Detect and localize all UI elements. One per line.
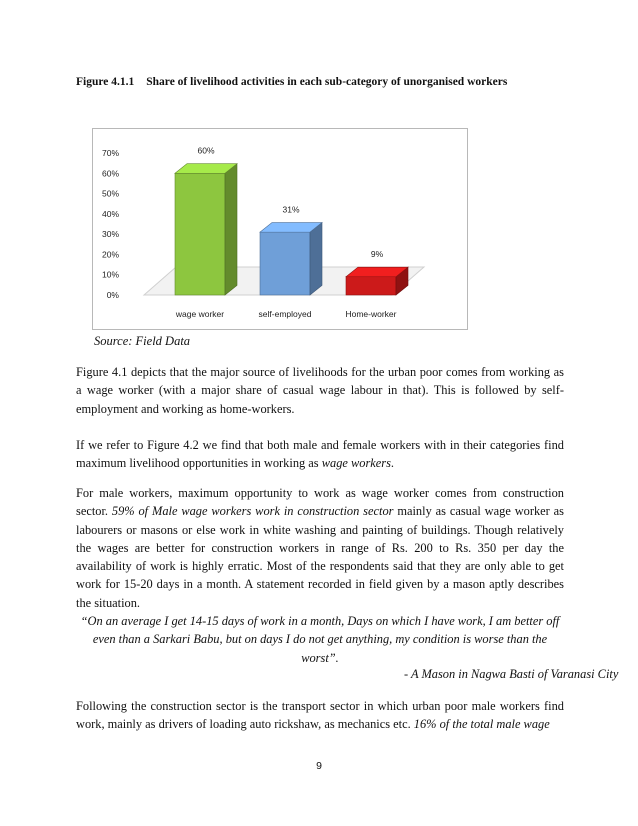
y-tick-label: 50% [101, 188, 119, 199]
paragraph-1: Figure 4.1 depicts that the major source of livelihoods for the urban poor comes from working as a wage worker (with a major share of casual wage labour in that). This is followed by self-employment and working as home-workers. [76, 365, 564, 416]
field-quote: “On an average I get 14-15 days of work in a month, Days on which I have work, I am better off even than a Sarkari Babu, but on days I do not get anything, my condition is worse than the worst”. [80, 614, 560, 665]
bar-self-employed [260, 223, 322, 295]
quote-attribution: - A Mason in Nagwa Basti of Varanasi City [404, 667, 619, 681]
y-tick-label: 60% [101, 168, 119, 179]
bar-side [310, 223, 322, 295]
figure-source: Source: Field Data [94, 334, 191, 348]
bar-side [225, 164, 237, 295]
paragraph-2: If we refer to Figure 4.2 we find that both male and female workers with in their categories find maximum livelihood opportunities in working as wage workers. [76, 438, 564, 471]
data-label: 9% [370, 249, 384, 260]
italic-emphasis: wage workers [321, 456, 391, 471]
bar-front [346, 277, 396, 295]
italic-emphasis: 59% of Male wage workers work in construction sector [111, 504, 394, 519]
figure-title: Share of livelihood activities in each sub-category of unorganised workers [146, 76, 508, 88]
bar-home-worker [346, 267, 408, 295]
bar-wage-worker [175, 164, 237, 295]
y-tick-label: 10% [101, 269, 119, 280]
y-tick-label: 0% [106, 290, 119, 300]
y-tick-label: 30% [101, 229, 119, 240]
data-label: 60% [197, 145, 215, 156]
x-category-label: Home-worker [345, 309, 397, 319]
y-tick-label: 70% [101, 148, 119, 158]
y-tick-label: 20% [101, 249, 119, 260]
y-tick-label: 40% [101, 208, 119, 219]
x-category-label: wage worker [175, 309, 225, 319]
data-label: 31% [282, 204, 300, 215]
figure-caption [76, 76, 507, 88]
x-category-label: self-employed [258, 309, 312, 319]
bar-front [175, 173, 225, 295]
figure-number: Figure 4.1.1 [76, 76, 135, 88]
paragraph-4: Following the construction sector is the transport sector in which urban poor male workers find work, mainly as drivers of loading auto rickshaw, as mechanics etc. 16% of the total male wage [76, 699, 564, 732]
italic-emphasis: 16% of the total male wage [413, 717, 550, 732]
bar-chart [92, 128, 468, 330]
page-number: 9 [316, 760, 322, 772]
bar-front [260, 232, 310, 295]
paragraph-3: For male workers, maximum opportunity to work as wage worker comes from construction sector. 59% of Male wage workers work in construction sector mainly as casual wage worker as labourers or masons or else work in white washing and painting of buildings. Though relatively the wages are better for construction workers in range of Rs. 200 to Rs. 350 per day the availability of work is highly erratic. Most of the respondents said that they are only able to get work for 15-20 days in a month. A statement recorded in field given by a mason aptly describes the situation. [76, 486, 564, 610]
